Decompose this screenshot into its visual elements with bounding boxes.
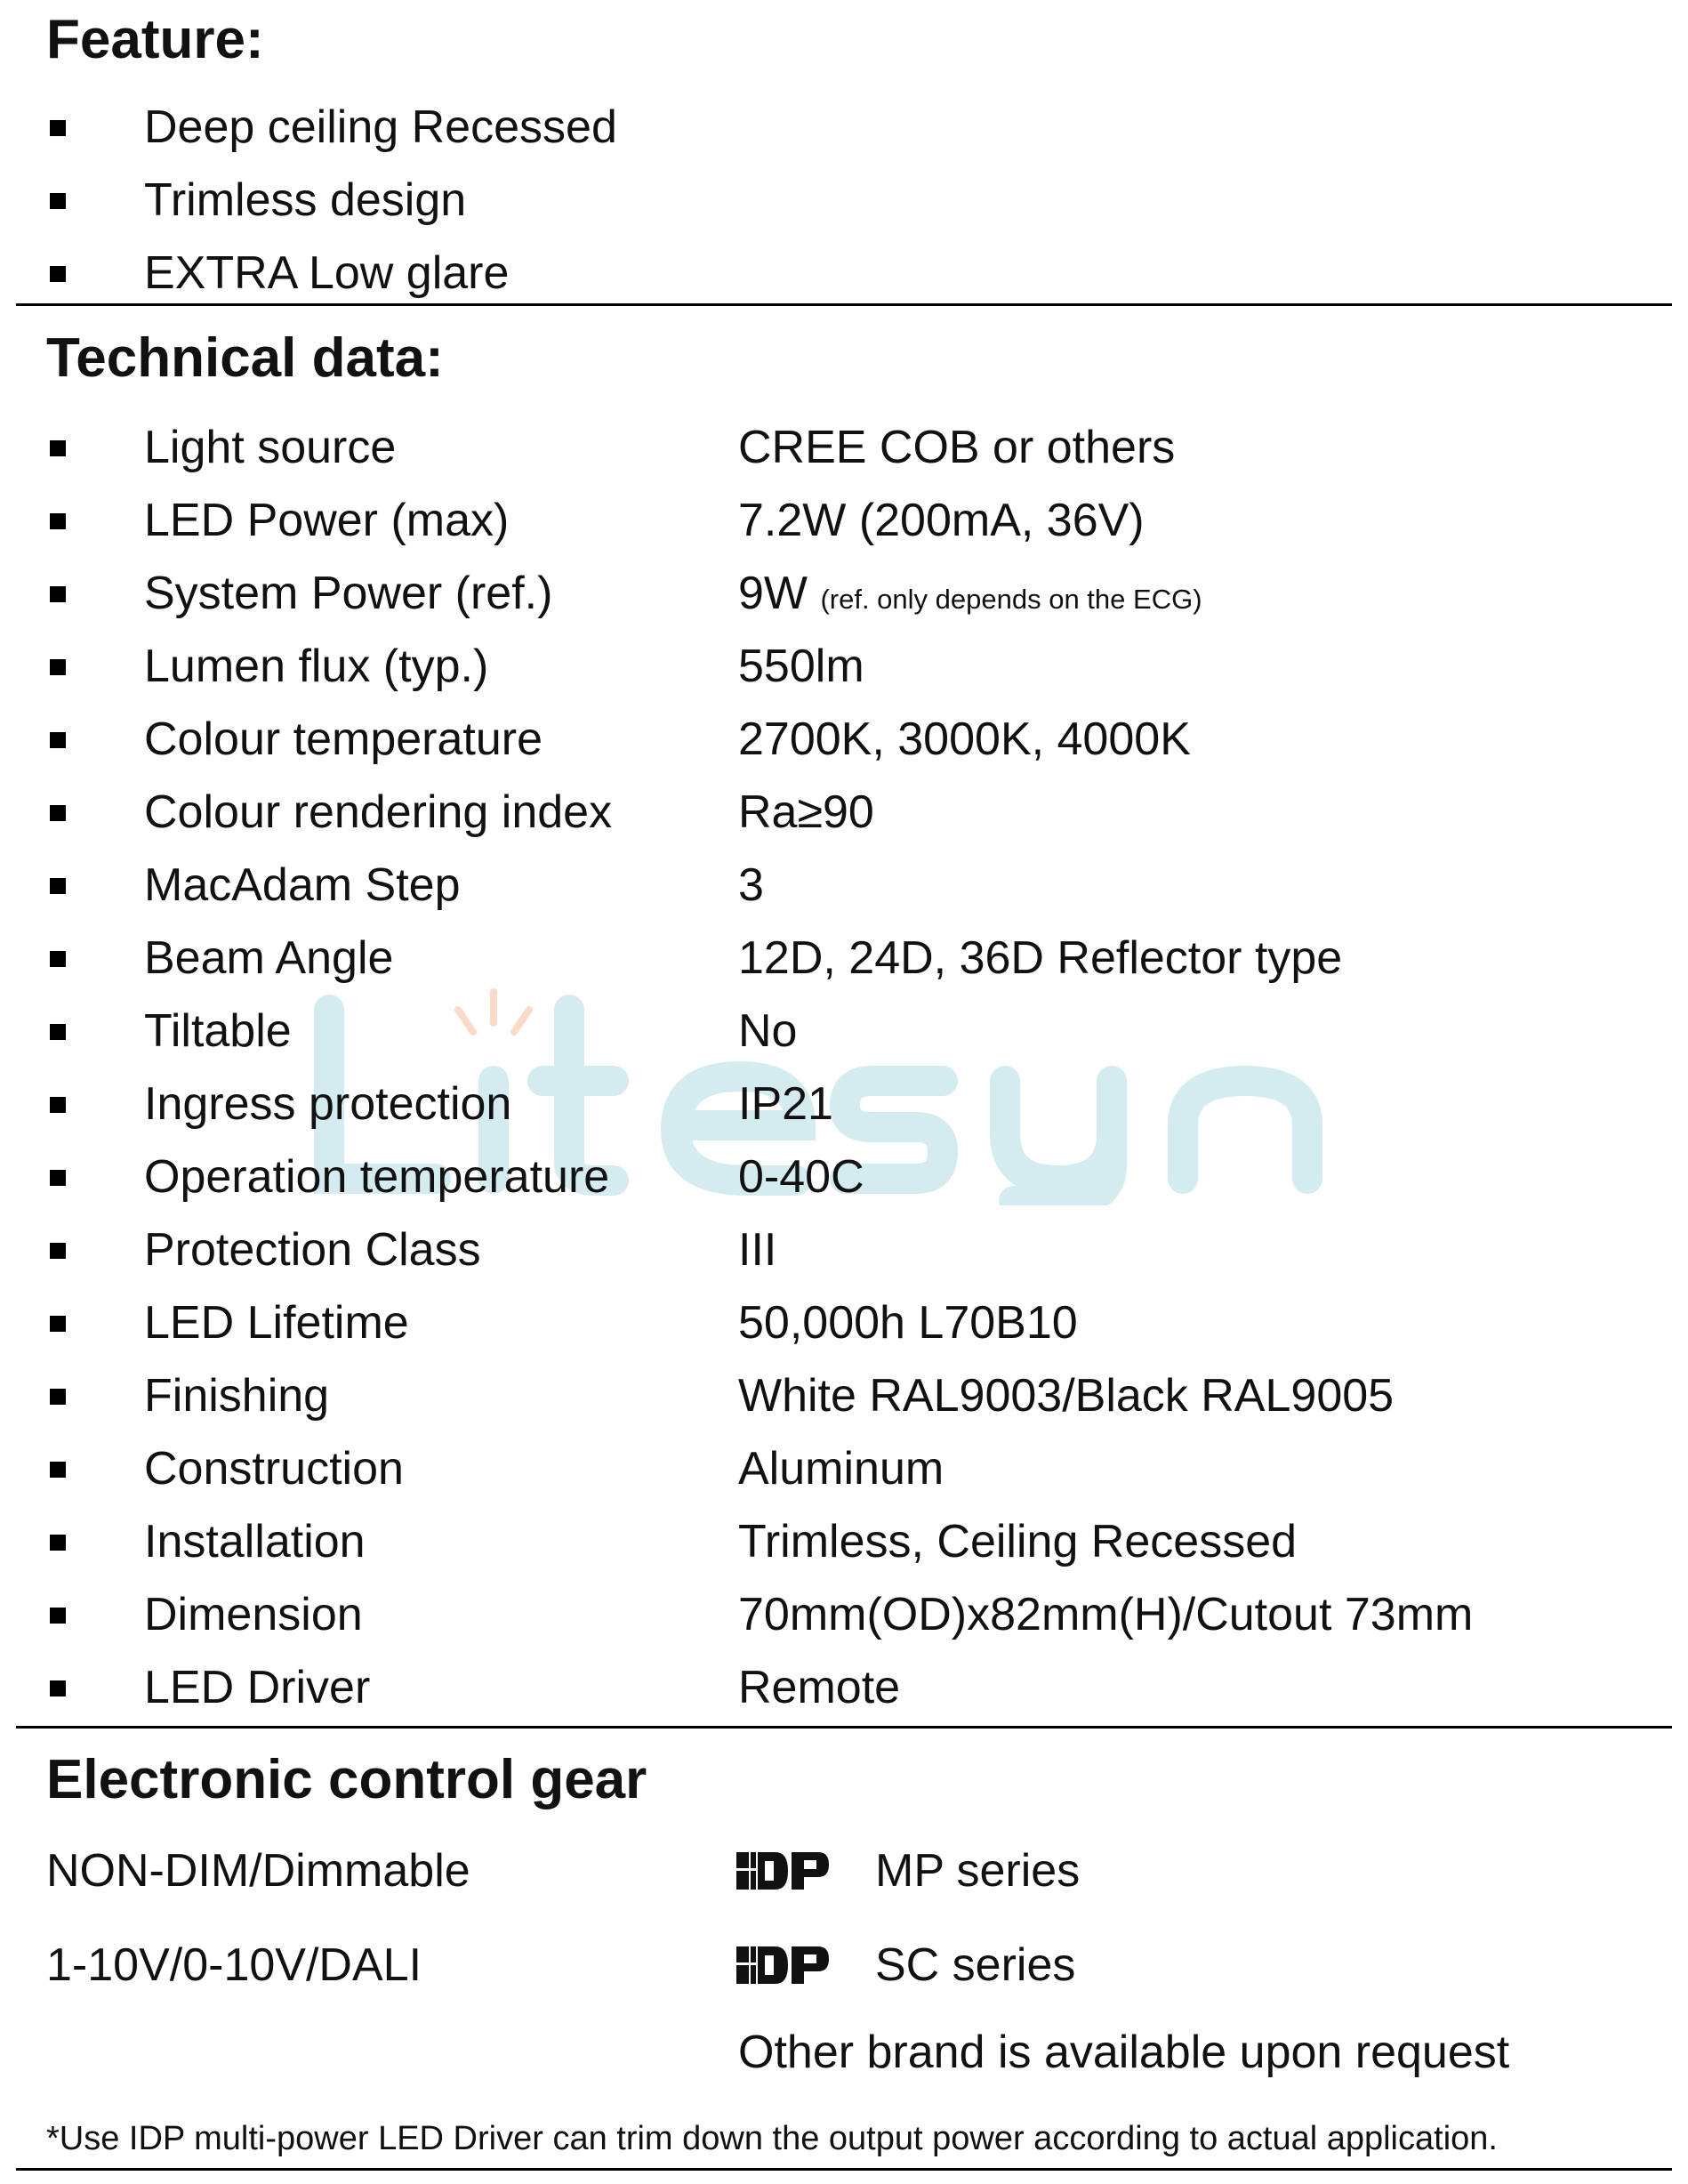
spec-value: IP21 xyxy=(738,1078,833,1130)
ecg-row xyxy=(0,1834,1688,1907)
bullet-square-icon xyxy=(50,1243,66,1259)
spec-row xyxy=(0,1140,1688,1213)
spec-label: Beam Angle xyxy=(144,932,394,984)
section-divider xyxy=(16,1726,1672,1729)
feature-item xyxy=(0,237,1688,310)
bullet-square-icon xyxy=(50,266,66,282)
ecg-heading: Electronic control gear xyxy=(46,1749,647,1810)
bullet-square-icon xyxy=(50,1462,66,1478)
feature-item xyxy=(0,91,1688,164)
bullet-square-icon xyxy=(50,659,66,675)
spec-label: LED Power (max) xyxy=(144,495,510,546)
spec-value: White RAL9003/Black RAL9005 xyxy=(738,1370,1395,1422)
idp-logo-icon xyxy=(736,1849,831,1893)
bullet-square-icon xyxy=(50,1024,66,1040)
spec-value: 550lm xyxy=(738,641,864,692)
bullet-square-icon xyxy=(50,1170,66,1186)
spec-value: 3 xyxy=(738,859,764,911)
footnote: *Use IDP multi-power LED Driver can trim down the output power according to actual application. xyxy=(46,2120,1498,2157)
spec-label: Light source xyxy=(144,422,397,473)
ecg-series: MP series xyxy=(875,1845,1081,1897)
spec-label: Colour temperature xyxy=(144,713,543,765)
bullet-square-icon xyxy=(50,440,66,456)
spec-row xyxy=(0,630,1688,703)
spec-label: Operation temperature xyxy=(144,1151,610,1203)
spec-label: LED Lifetime xyxy=(144,1297,409,1349)
ecg-series: SC series xyxy=(875,1939,1076,1991)
feature-item-label: Trimless design xyxy=(144,174,467,226)
ecg-other-brand: Other brand is available upon request xyxy=(738,2027,1510,2078)
spec-label: MacAdam Step xyxy=(144,859,461,911)
spec-row xyxy=(0,1213,1688,1286)
section-divider xyxy=(16,303,1672,306)
spec-value: CREE COB or others xyxy=(738,422,1176,473)
spec-label: Ingress protection xyxy=(144,1078,512,1130)
feature-item xyxy=(0,164,1688,237)
spec-label: Dimension xyxy=(144,1589,363,1640)
spec-row xyxy=(0,849,1688,922)
bullet-square-icon xyxy=(50,193,66,209)
spec-label: Tiltable xyxy=(144,1005,292,1057)
spec-row xyxy=(0,557,1688,630)
spec-value-note: (ref. only depends on the ECG) xyxy=(820,584,1202,615)
spec-value: Remote xyxy=(738,1662,901,1713)
spec-label: Protection Class xyxy=(144,1224,481,1276)
spec-value: 7.2W (200mA, 36V) xyxy=(738,495,1145,546)
bullet-square-icon xyxy=(50,586,66,602)
spec-row xyxy=(0,411,1688,484)
spec-value: Aluminum xyxy=(738,1443,944,1495)
spec-label: Construction xyxy=(144,1443,404,1495)
idp-logo-icon xyxy=(736,1943,831,1987)
spec-label: Colour rendering index xyxy=(144,786,613,838)
bullet-square-icon xyxy=(50,1608,66,1624)
spec-row xyxy=(0,703,1688,776)
spec-row xyxy=(0,1068,1688,1140)
spec-label: Lumen flux (typ.) xyxy=(144,641,489,692)
ecg-dimming-type: 1-10V/0-10V/DALI xyxy=(46,1939,422,1991)
bullet-square-icon xyxy=(50,1535,66,1551)
spec-value: No xyxy=(738,1005,798,1057)
spec-row xyxy=(0,995,1688,1068)
bullet-square-icon xyxy=(50,1389,66,1405)
spec-row xyxy=(0,1286,1688,1359)
spec-value: III xyxy=(738,1224,777,1276)
spec-value-main: 9W xyxy=(738,568,808,619)
spec-row xyxy=(0,1359,1688,1432)
ecg-row xyxy=(0,1929,1688,2002)
bullet-square-icon xyxy=(50,951,66,967)
ecg-other-row xyxy=(0,2016,1688,2089)
spec-value: Ra≥90 xyxy=(738,786,874,838)
ecg-dimming-type: NON-DIM/Dimmable xyxy=(46,1845,470,1897)
spec-row xyxy=(0,1651,1688,1724)
feature-item-label: EXTRA Low glare xyxy=(144,247,510,299)
spec-value: 2700K, 3000K, 4000K xyxy=(738,713,1191,765)
bullet-square-icon xyxy=(50,732,66,748)
bullet-square-icon xyxy=(50,1316,66,1332)
bullet-square-icon xyxy=(50,1097,66,1113)
spec-row xyxy=(0,484,1688,557)
bullet-square-icon xyxy=(50,878,66,894)
spec-label: LED Driver xyxy=(144,1662,371,1713)
bullet-square-icon xyxy=(50,120,66,136)
bullet-square-icon xyxy=(50,805,66,821)
bullet-square-icon xyxy=(50,1680,66,1696)
spec-value: 12D, 24D, 36D Reflector type xyxy=(738,932,1343,984)
spec-row xyxy=(0,776,1688,849)
feature-item-label: Deep ceiling Recessed xyxy=(144,101,617,153)
spec-row xyxy=(0,1432,1688,1505)
spec-value: 50,000h L70B10 xyxy=(738,1297,1078,1349)
spec-label: System Power (ref.) xyxy=(144,568,553,619)
spec-label: Installation xyxy=(144,1516,366,1567)
feature-heading: Feature: xyxy=(46,9,264,70)
spec-row xyxy=(0,1505,1688,1578)
spec-value xyxy=(738,557,1202,636)
spec-row xyxy=(0,922,1688,995)
spec-value: Trimless, Ceiling Recessed xyxy=(738,1516,1298,1567)
bullet-square-icon xyxy=(50,513,66,529)
spec-value: 70mm(OD)x82mm(H)/Cutout 73mm xyxy=(738,1589,1474,1640)
spec-value: 0-40C xyxy=(738,1151,864,1203)
spec-label: Finishing xyxy=(144,1370,330,1422)
spec-row xyxy=(0,1578,1688,1651)
technical-data-heading: Technical data: xyxy=(46,327,444,389)
bottom-divider xyxy=(16,2168,1672,2171)
